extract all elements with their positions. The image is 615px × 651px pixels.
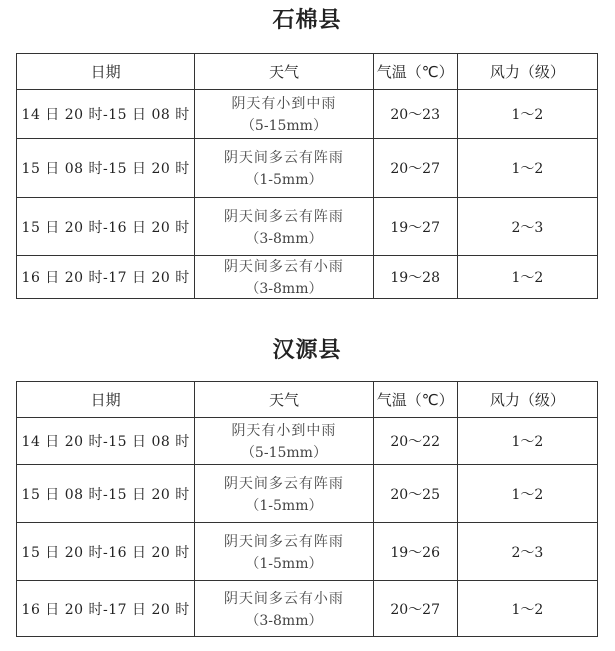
- header-weather: 天气: [195, 382, 373, 418]
- table-row: [17, 523, 598, 581]
- date-cell: 15 日 20 时-16 日 20 时: [17, 198, 195, 256]
- date-cell: 14 日 20 时-15 日 08 时: [17, 418, 195, 465]
- weather-text: 阴天有小到中雨: [231, 96, 337, 112]
- wind-cell: 1～2: [457, 465, 597, 523]
- temperature-cell: 19～27: [373, 198, 457, 256]
- wind-cell: 2～3: [457, 198, 597, 256]
- table-header-row: [17, 382, 598, 418]
- weather-text: 阴天间多云有小雨: [223, 259, 344, 275]
- header-wind: 风力（级）: [457, 54, 597, 90]
- rain-amount: （1-5mm）: [245, 172, 323, 188]
- rain-amount: （1-5mm）: [245, 555, 323, 572]
- temperature-cell: 20～27: [373, 139, 457, 198]
- forecast-table: [16, 381, 598, 637]
- table-row: [17, 139, 598, 198]
- weather-cell: [195, 465, 373, 523]
- wind-cell: 1～2: [457, 581, 597, 637]
- weather-cell: [195, 198, 373, 256]
- weather-cell: [195, 418, 373, 465]
- temperature-cell: 19～26: [373, 523, 457, 581]
- weather-text: 阴天间多云有阵雨: [223, 533, 344, 550]
- temperature-cell: 19～28: [373, 256, 457, 299]
- section-title: 石棉县: [272, 7, 342, 33]
- wind-cell: 1～2: [457, 418, 597, 465]
- weather-text: 阴天间多云有阵雨: [223, 150, 344, 166]
- weather-cell: [195, 256, 373, 299]
- temperature-cell: 20～25: [373, 465, 457, 523]
- date-cell: 16 日 20 时-17 日 20 时: [17, 256, 195, 299]
- date-cell: 16 日 20 时-17 日 20 时: [17, 581, 195, 637]
- rain-amount: （3-8mm）: [245, 230, 323, 247]
- forecast-section-shimian: [16, 4, 598, 299]
- table-row: [17, 581, 598, 637]
- temperature-cell: 20～27: [373, 581, 457, 637]
- date-cell: 14 日 20 时-15 日 08 时: [17, 90, 195, 139]
- table-row: [17, 418, 598, 465]
- rain-amount: （5-15mm）: [240, 445, 327, 461]
- wind-cell: 1～2: [457, 90, 597, 139]
- wind-cell: 2～3: [457, 523, 597, 581]
- weather-cell: [195, 90, 373, 139]
- table-row: [17, 90, 598, 139]
- weather-text: 阴天间多云有小雨: [223, 590, 344, 607]
- rain-amount: （3-8mm）: [245, 281, 323, 297]
- date-cell: 15 日 20 时-16 日 20 时: [17, 523, 195, 581]
- weather-text: 阴天间多云有阵雨: [223, 475, 344, 492]
- wind-cell: 1～2: [457, 139, 597, 198]
- wind-cell: 1～2: [457, 256, 597, 299]
- weather-cell: [195, 523, 373, 581]
- date-cell: 15 日 08 时-15 日 20 时: [17, 139, 195, 198]
- temperature-cell: 20～22: [373, 418, 457, 465]
- weather-cell: [195, 139, 373, 198]
- header-date: 日期: [17, 54, 195, 90]
- date-cell: 15 日 08 时-15 日 20 时: [17, 465, 195, 523]
- header-weather: 天气: [195, 54, 373, 90]
- header-wind: 风力（级）: [457, 382, 597, 418]
- section-title: 汉源县: [272, 337, 342, 363]
- rain-amount: （3-8mm）: [245, 612, 323, 629]
- header-date: 日期: [17, 382, 195, 418]
- weather-cell: [195, 581, 373, 637]
- table-row: [17, 198, 598, 256]
- header-temperature: 气温（℃）: [373, 382, 457, 418]
- table-header-row: [17, 54, 598, 90]
- weather-text: 阴天间多云有阵雨: [223, 208, 344, 225]
- forecast-table: [16, 53, 598, 299]
- table-row: [17, 256, 598, 299]
- temperature-cell: 20～23: [373, 90, 457, 139]
- forecast-section-hanyuan: [16, 334, 598, 637]
- rain-amount: （1-5mm）: [245, 497, 323, 514]
- weather-text: 阴天有小到中雨: [231, 423, 337, 439]
- header-temperature: 气温（℃）: [373, 54, 457, 90]
- rain-amount: （5-15mm）: [240, 118, 327, 134]
- table-row: [17, 465, 598, 523]
